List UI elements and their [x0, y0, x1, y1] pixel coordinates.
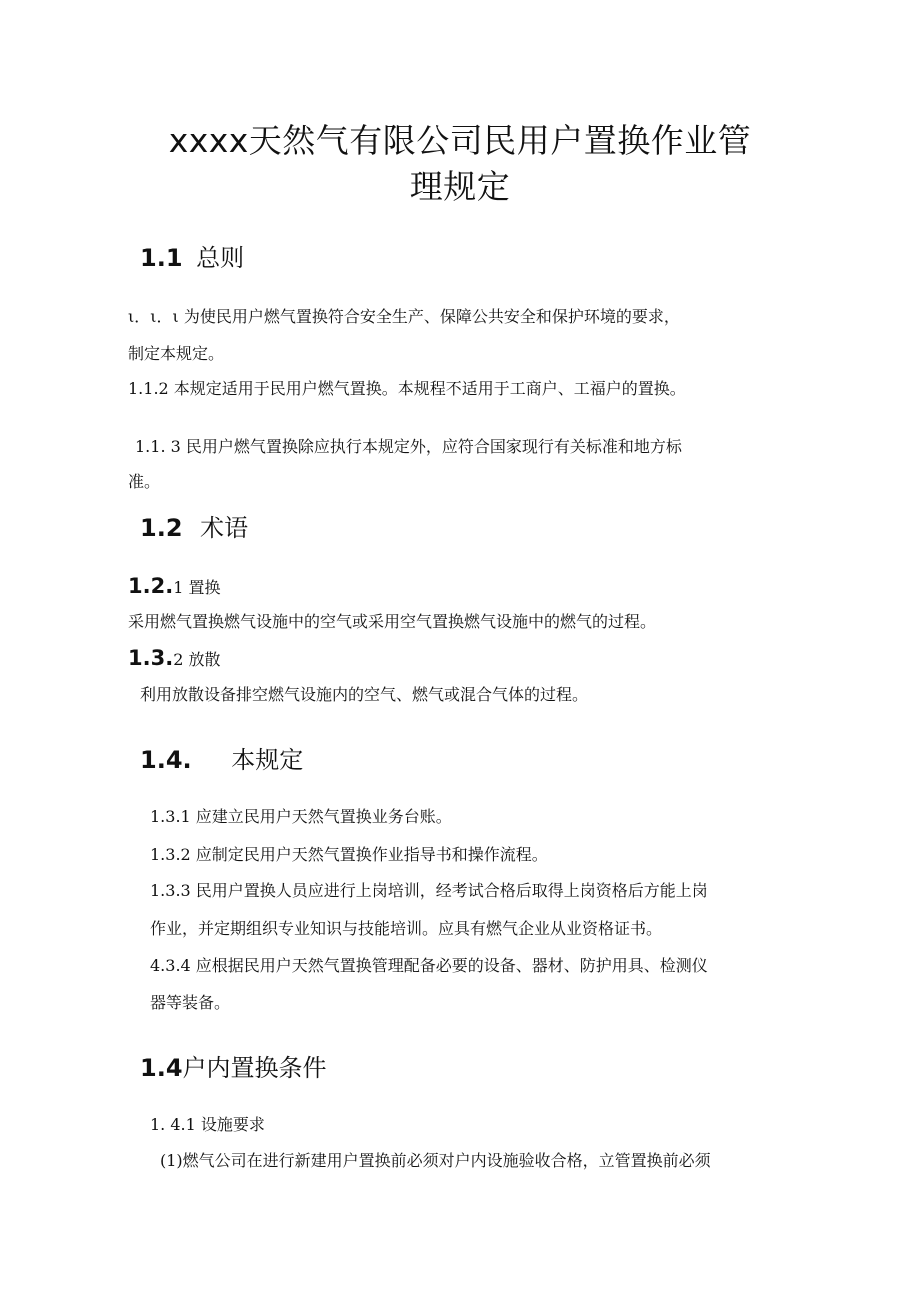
paragraph-4-3-4-cont: 器等装备。 — [150, 993, 231, 1012]
paragraph-1-1-1: ι．ι．ι 为使民用户燃气置换符合安全生产、保障公共安全和保护环境的要求， — [128, 307, 680, 326]
paragraph-1-3-3: 1.3.3 民用户置换人员应进行上岗培训，经考试合格后取得上岗资格后方能上岗 — [150, 881, 708, 900]
document-title-line-1: xxxx天然气有限公司民用户置换作业管 — [168, 121, 752, 160]
section-title: 总则 — [196, 244, 245, 272]
section-number: 1.4. — [140, 746, 192, 774]
paragraph-1-3-2: 1.3.2 应制定民用户天然气置换作业指导书和操作流程。 — [150, 845, 548, 864]
paragraph-1-1-3-cont: 准。 — [128, 472, 161, 491]
paragraph-1-1-1-cont: 制定本规定。 — [128, 344, 225, 363]
section-heading-1-4-rules — [140, 744, 303, 776]
section-number: 1.1 — [140, 244, 183, 272]
paragraph-1-4-1-item-1: (1)燃气公司在进行新建用户置换前必须对户内设施验收合格，立管置换前必须 — [160, 1151, 711, 1170]
term-heading-2 — [128, 645, 220, 673]
term-number: 1.3. — [128, 646, 174, 670]
term-definition-1: 采用燃气置换燃气设施中的空气或采用空气置换燃气设施中的燃气的过程。 — [128, 612, 657, 631]
section-heading-1-1 — [140, 242, 244, 274]
paragraph-1-1-2: 1.1.2 本规定适用于民用户燃气置换。本规程不适用于工商户、工福户的置换。 — [128, 379, 686, 398]
term-definition-2: 利用放散设备排空燃气设施内的空气、燃气或混合气体的过程。 — [140, 685, 589, 704]
paragraph-1-3-3-cont: 作业，并定期组织专业知识与技能培训。应具有燃气企业从业资格证书。 — [150, 919, 663, 938]
paragraph-1-3-1: 1.3.1 应建立民用户天然气置换业务台账。 — [150, 807, 452, 826]
paragraph-1-1-3: 1.1. 3 民用户燃气置换除应执行本规定外，应符合国家现行有关标准和地方标 — [135, 437, 682, 456]
term-heading-1 — [128, 573, 220, 601]
document-title-line-2: 理规定 — [409, 167, 511, 206]
paragraph-4-3-4: 4.3.4 应根据民用户天然气置换管理配备必要的设备、器材、防护用具、检测仪 — [150, 956, 708, 975]
term-label: 1 置换 — [173, 578, 221, 597]
section-number: 1.2 — [140, 514, 183, 542]
term-number: 1.2. — [128, 574, 174, 598]
section-heading-1-2 — [140, 512, 248, 544]
section-title: 本规定 — [231, 746, 304, 774]
paragraph-1-4-1: 1. 4.1 设施要求 — [150, 1115, 265, 1134]
term-label: 2 放散 — [173, 650, 221, 669]
section-title: 户内置换条件 — [182, 1054, 327, 1082]
section-number: 1.4 — [140, 1054, 183, 1082]
section-title: 术语 — [200, 514, 249, 542]
section-heading-1-4-conditions — [140, 1052, 327, 1084]
